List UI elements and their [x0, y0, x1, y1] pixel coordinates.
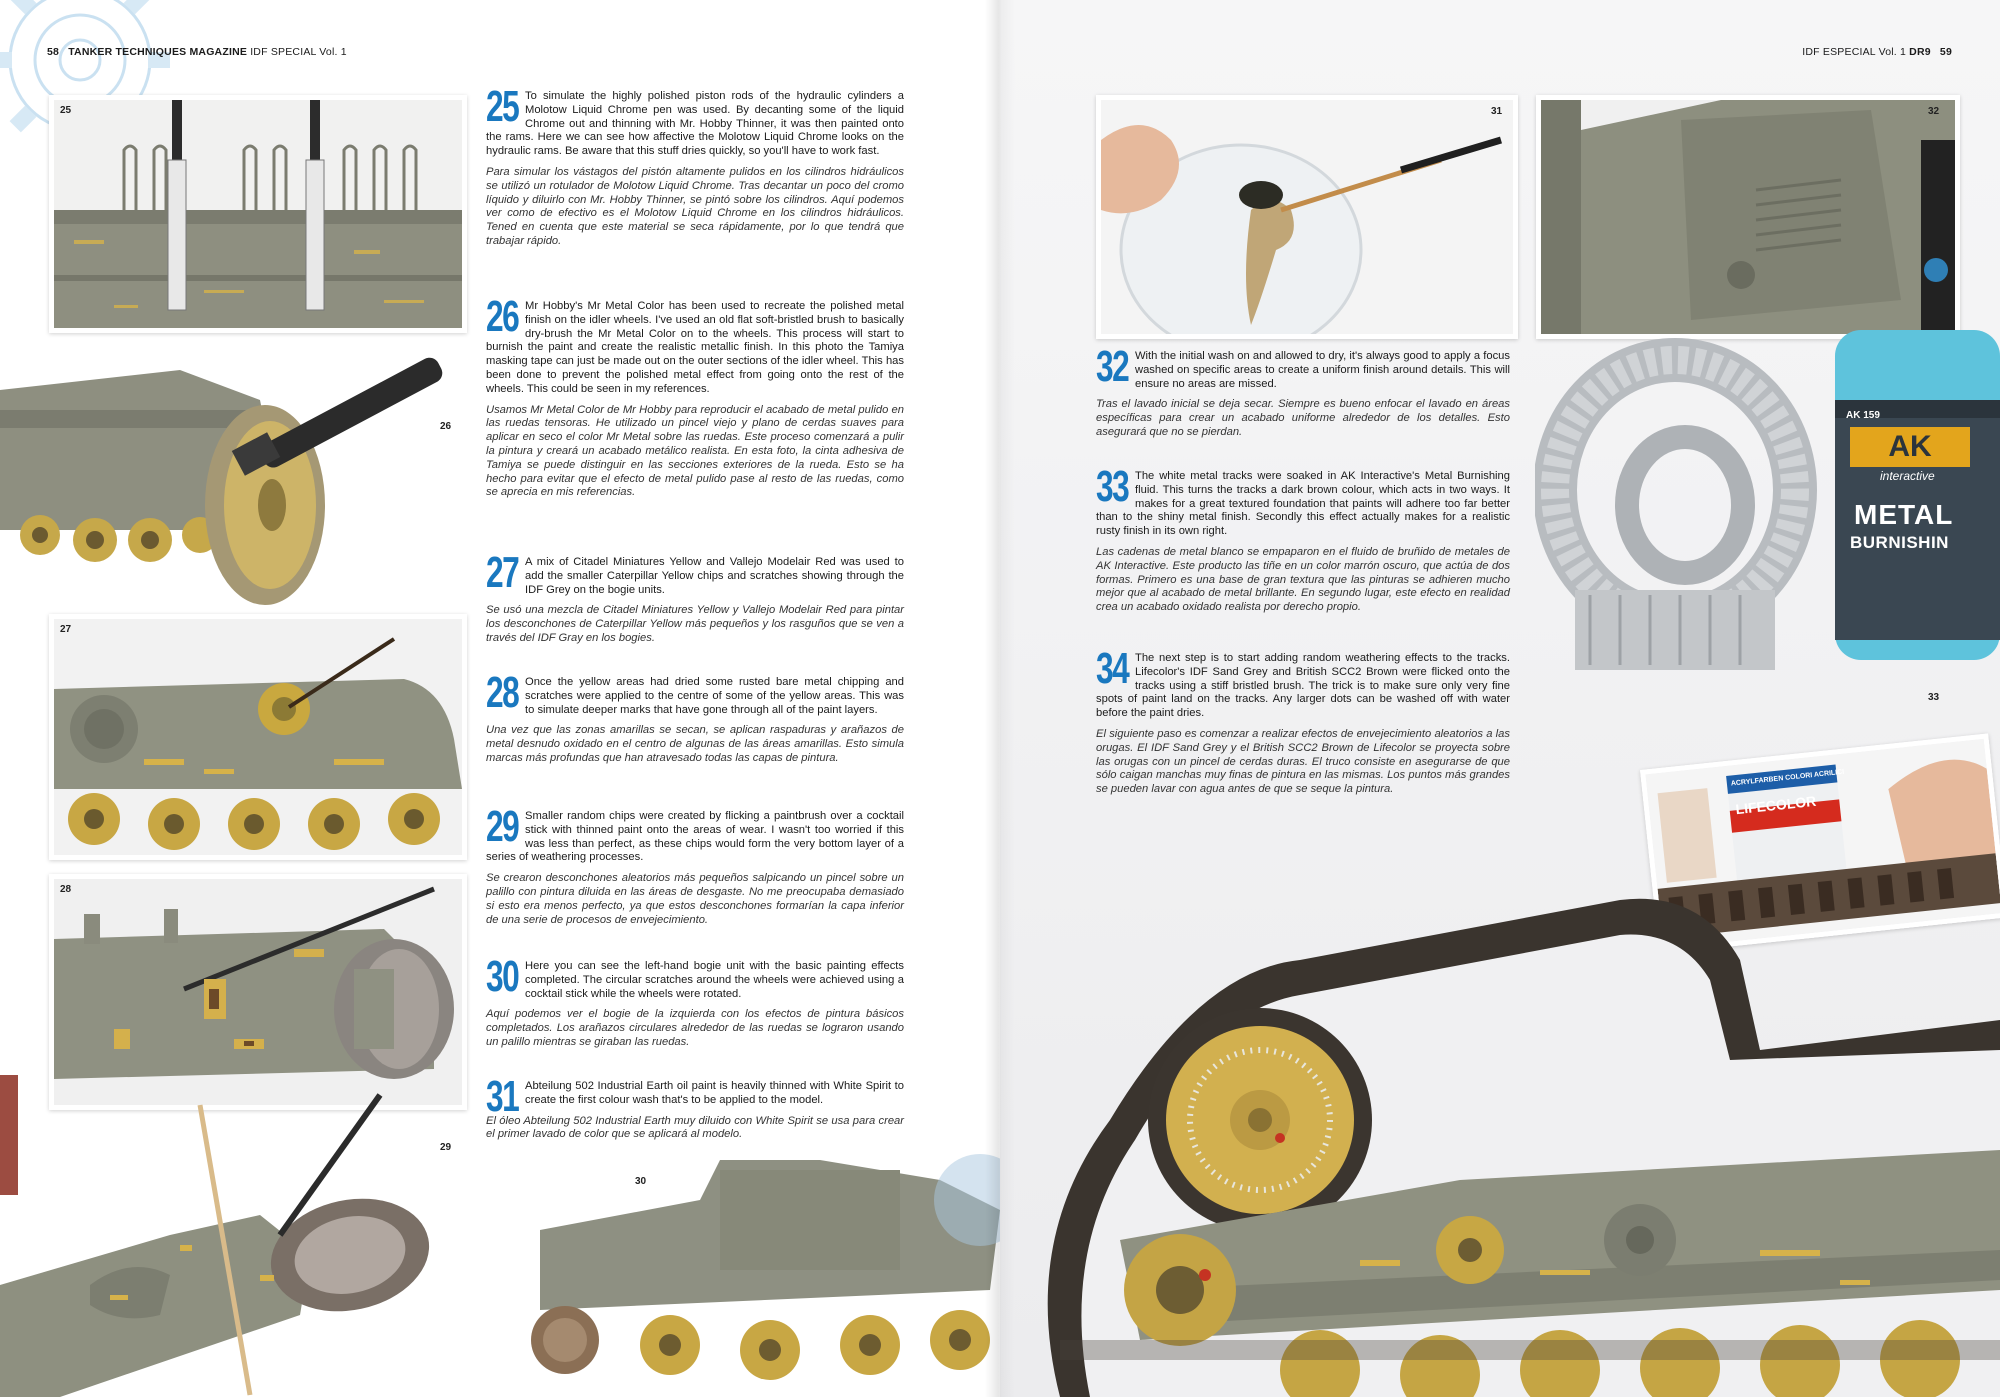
- photo-25: [49, 95, 467, 333]
- step-number-32: 32: [1096, 342, 1129, 391]
- step-30: [486, 952, 904, 1050]
- step-33-english: The white metal tracks were soaked in AK Interactive's Metal Burnishing fluid. This turns the tracks a dark brown colour, which acts in two ways. It makes for a great textured foundation that paints will adhere too far better than to the shiny metal finish. Secondly this effect actually makes for a realistic rusty finish in its own right.: [1096, 470, 1510, 538]
- ak-bottle-label: [1840, 410, 2000, 553]
- step-27-english: A mix of Citadel Miniatures Yellow and Vallejo Modelair Red was used to add the smaller Caterpillar Yellow chips and scratches showing through the IDF Grey on the bogie units.: [525, 556, 904, 596]
- ak-product-name-1: METAL: [1854, 499, 1954, 530]
- step-33: [1096, 462, 1510, 615]
- step-number-26: 26: [486, 292, 519, 341]
- photo-27: [49, 614, 467, 860]
- step-33-spanish: Las cadenas de metal blanco se empaparon en el fluido de bruñido de metales de AK Interactive. Este producto las tiñe en un color marrón oscuro, que actúa de dos formas. Primero es una base de gran textura que las pinturas se adhieren mucho mejor que al acabado de metal brillante. En segundo lugar, este efecto en realidad crea un acabado oxidado realista por derecho propio.: [1096, 545, 1510, 614]
- step-number-30: 30: [486, 952, 519, 1001]
- figure-label-33: 33: [1928, 692, 1940, 703]
- photo-29: [0, 1075, 470, 1397]
- step-28-spanish: Una vez que las zonas amarillas se secan, se aplican raspaduras y arañazos de metal desnudo oxidado en el centro de algunas de las áreas amarillas. Esto simula marcas más profundas que han atravesado todas las capas de pintura.: [486, 724, 904, 764]
- lifecolor-brand: LIFECOLOR: [1734, 792, 1817, 818]
- figure-label-32: 32: [1928, 106, 1940, 117]
- step-31-english: Abteilung 502 Industrial Earth oil paint is heavily thinned with White Spirit to create the first colour wash that's to be applied to the model.: [525, 1080, 904, 1106]
- figure-label-27: 27: [60, 624, 72, 635]
- issue-label-left: IDF SPECIAL Vol. 1: [250, 46, 347, 58]
- ak-brand: AK: [1888, 430, 1932, 463]
- left-page-number: 58: [47, 46, 60, 58]
- vehicle-title: DR9: [1909, 46, 1931, 58]
- figure-label-26: 26: [440, 421, 452, 432]
- ak-logo: [1850, 427, 1970, 467]
- step-30-english: Here you can see the left-hand bogie unit with the basic painting effects completed. The circular scratches around the wheels were achieved using a cocktail stick while the wheels were rotated.: [525, 960, 904, 1000]
- figure-label-29: 29: [440, 1142, 452, 1153]
- step-25-english: To simulate the highly polished piston rods of the hydraulic cylinders a Molotow Liquid Chrome pen was used. By decanting some of the liquid Chrome out and thinning with Mr. Hobby Thinner, it was then painted onto the rams. Here we can see how affective the Molotow Liquid Chrome looks on the hydraulic rams. Be aware that this stuff dries quickly, so you'll have to work fast.: [486, 90, 904, 158]
- photo-32: [1536, 95, 1960, 339]
- photo-26: [0, 330, 460, 620]
- step-number-31: 31: [486, 1072, 519, 1121]
- step-32-spanish: Tras el lavado inicial se deja secar. Siempre es bueno enfocar el lavado en áreas específicas para crear un acabado uniforme alrededor de los detalles. Esto asegurará que no se pierdan.: [1096, 398, 1510, 438]
- photo-33: [1535, 330, 2000, 700]
- step-31-spanish: El óleo Abteilung 502 Industrial Earth muy diluido con White Spirit se usa para crear el primer lavado de color que se aplicará al modelo.: [486, 1114, 904, 1141]
- step-31: [486, 1072, 904, 1142]
- step-number-33: 33: [1096, 462, 1129, 511]
- ak-subbrand: interactive: [1880, 469, 1935, 483]
- figure-label-31: 31: [1491, 106, 1503, 117]
- left-running-header: [47, 46, 347, 58]
- right-page: [1000, 0, 2000, 1397]
- right-running-header: [1802, 46, 1952, 58]
- step-28-english: Once the yellow areas had dried some rusted bare metal chipping and scratches were applied to the centre of some of the yellow areas. This was to simulate deeper marks that have gone through all of the paint layers.: [525, 676, 904, 716]
- step-number-34: 34: [1096, 644, 1129, 693]
- step-25: [486, 82, 904, 249]
- step-34: [1096, 644, 1510, 797]
- step-number-27: 27: [486, 548, 519, 597]
- figure-label-25: 25: [60, 105, 72, 116]
- issue-label-right: IDF ESPECIAL Vol. 1: [1802, 46, 1907, 58]
- step-number-29: 29: [486, 802, 519, 851]
- step-34-english: The next step is to start adding random weathering effects to the tracks. Lifecolor's IDF Sand Grey and British SCC2 Brown were flicked onto the tracks using a stiff bristled brush. The trick is to make sure only very fine spots of paint land on the tracks. Any larger dots can be washed off with water before the paint dries.: [1096, 652, 1510, 720]
- step-29: [486, 802, 904, 927]
- figure-label-28: 28: [60, 884, 72, 895]
- ak-product-name-2: BURNISHIN: [1850, 533, 1949, 552]
- step-26: [486, 292, 904, 500]
- lifecolor-top-text: ACRYLFARBEN COLORI ACRILICI: [1730, 768, 1845, 788]
- step-25-spanish: Para simular los vástagos del pistón altamente pulidos en los cilindros hidráulicos se utilizó un rotulador de Molotow Liquid Chrome. Tras decantar un poco del cromo líquido y diluirlo con Mr. Hobby Thinner, se pintó sobre los cilindros. Aquí podemos ver como de efectivo es el Molotow Liquid Chrome en los cilindros hidráulicos. Tened en cuenta que este material se seca rápidamente, por lo que tendrá que trabajar rápido.: [486, 165, 904, 247]
- step-number-28: 28: [486, 668, 519, 717]
- step-26-spanish: Usamos Mr Metal Color de Mr Hobby para reproducir el acabado de metal pulido en las ruedas tensoras. He utilizado un pincel viejo y plano de cerdas suaves para aplicar en seco el color Mr Metal sobre las ruedas. Este proceso comenzará a pulir la pintura y creará un acabado metálico realista. En esta foto, la cinta adhesiva de Tamiya se puede distinguir en las secciones exteriores de la rueda. Esto se ha hecho para evitar que el efecto de metal pulido pase al resto de las ruedas, como se aprecia en mis referencias.: [486, 403, 904, 499]
- step-28: [486, 668, 904, 766]
- step-32-english: With the initial wash on and allowed to dry, it's always good to apply a focus washed on specific areas to create a uniform finish around details. This will ensure no areas are missed.: [1135, 350, 1510, 390]
- step-26-english: Mr Hobby's Mr Metal Color has been used to recreate the polished metal finish on the idler wheels. I've used an old flat soft-bristled brush to basically dry-brush the Mr Metal Color on to the wheels. This process will start to burnish the paint and create the realistic metallic finish. In this photo the Tamiya masking tape can just be made out on the outer sections of the idler wheel. This has been done to prevent the polished metal effect from going onto the rest of the wheels. This could be seen in my references.: [486, 300, 904, 395]
- step-27-spanish: Se usó una mezcla de Citadel Miniatures Yellow y Vallejo Modelair Red para pintar los desconchones de Caterpillar Yellow más pequeños y los rasguños que se ven a través del IDF Gray en los bogies.: [486, 604, 904, 644]
- photo-main-tracks: [1000, 820, 2000, 1397]
- figure-label-30: 30: [635, 1176, 647, 1187]
- ak-product-code: AK 159: [1846, 410, 1880, 421]
- photo-31: [1096, 95, 1518, 339]
- step-29-spanish: Se crearon desconchones aleatorios más pequeños salpicando un pincel sobre un palillo con pintura diluida en las áreas de desgaste. No me preocupaba demasiado si esto era menos perfecto, ya que estos desconchones formarían la capa inferior de una serie de procesos de envejecimiento.: [486, 872, 904, 926]
- magazine-title: TANKER TECHNIQUES MAGAZINE: [68, 46, 248, 58]
- step-27: [486, 548, 904, 646]
- step-34-spanish: El siguiente paso es comenzar a realizar efectos de envejecimiento aleatorios a las orugas. El IDF Sand Grey y el British SCC2 Brown de Lifecolor se proyecta sobre las orugas con un pincel de cerdas duras. El truco consiste en asegurarse de que sólo caigan manchas muy finas de pintura en las mismas. Los puntos más grandes se pueden lavar con agua antes de que se seque la pintura.: [1096, 727, 1510, 796]
- photo-30: [520, 1140, 1000, 1397]
- right-page-number: 59: [1939, 46, 1952, 58]
- step-number-25: 25: [486, 82, 519, 131]
- step-29-english: Smaller random chips were created by flicking a paintbrush over a cocktail stick with thinned paint onto the areas of wear. I wasn't too worried if this was less than perfect, as these chips would form the very bottom layer of a series of weathering processes.: [486, 810, 904, 864]
- step-30-spanish: Aquí podemos ver el bogie de la izquierda con los efectos de pintura básicos completados. Los arañazos circulares alrededor de las ruedas se lograron usando un palillo mientras se giraban las ruedas.: [486, 1008, 904, 1048]
- step-32: [1096, 342, 1510, 440]
